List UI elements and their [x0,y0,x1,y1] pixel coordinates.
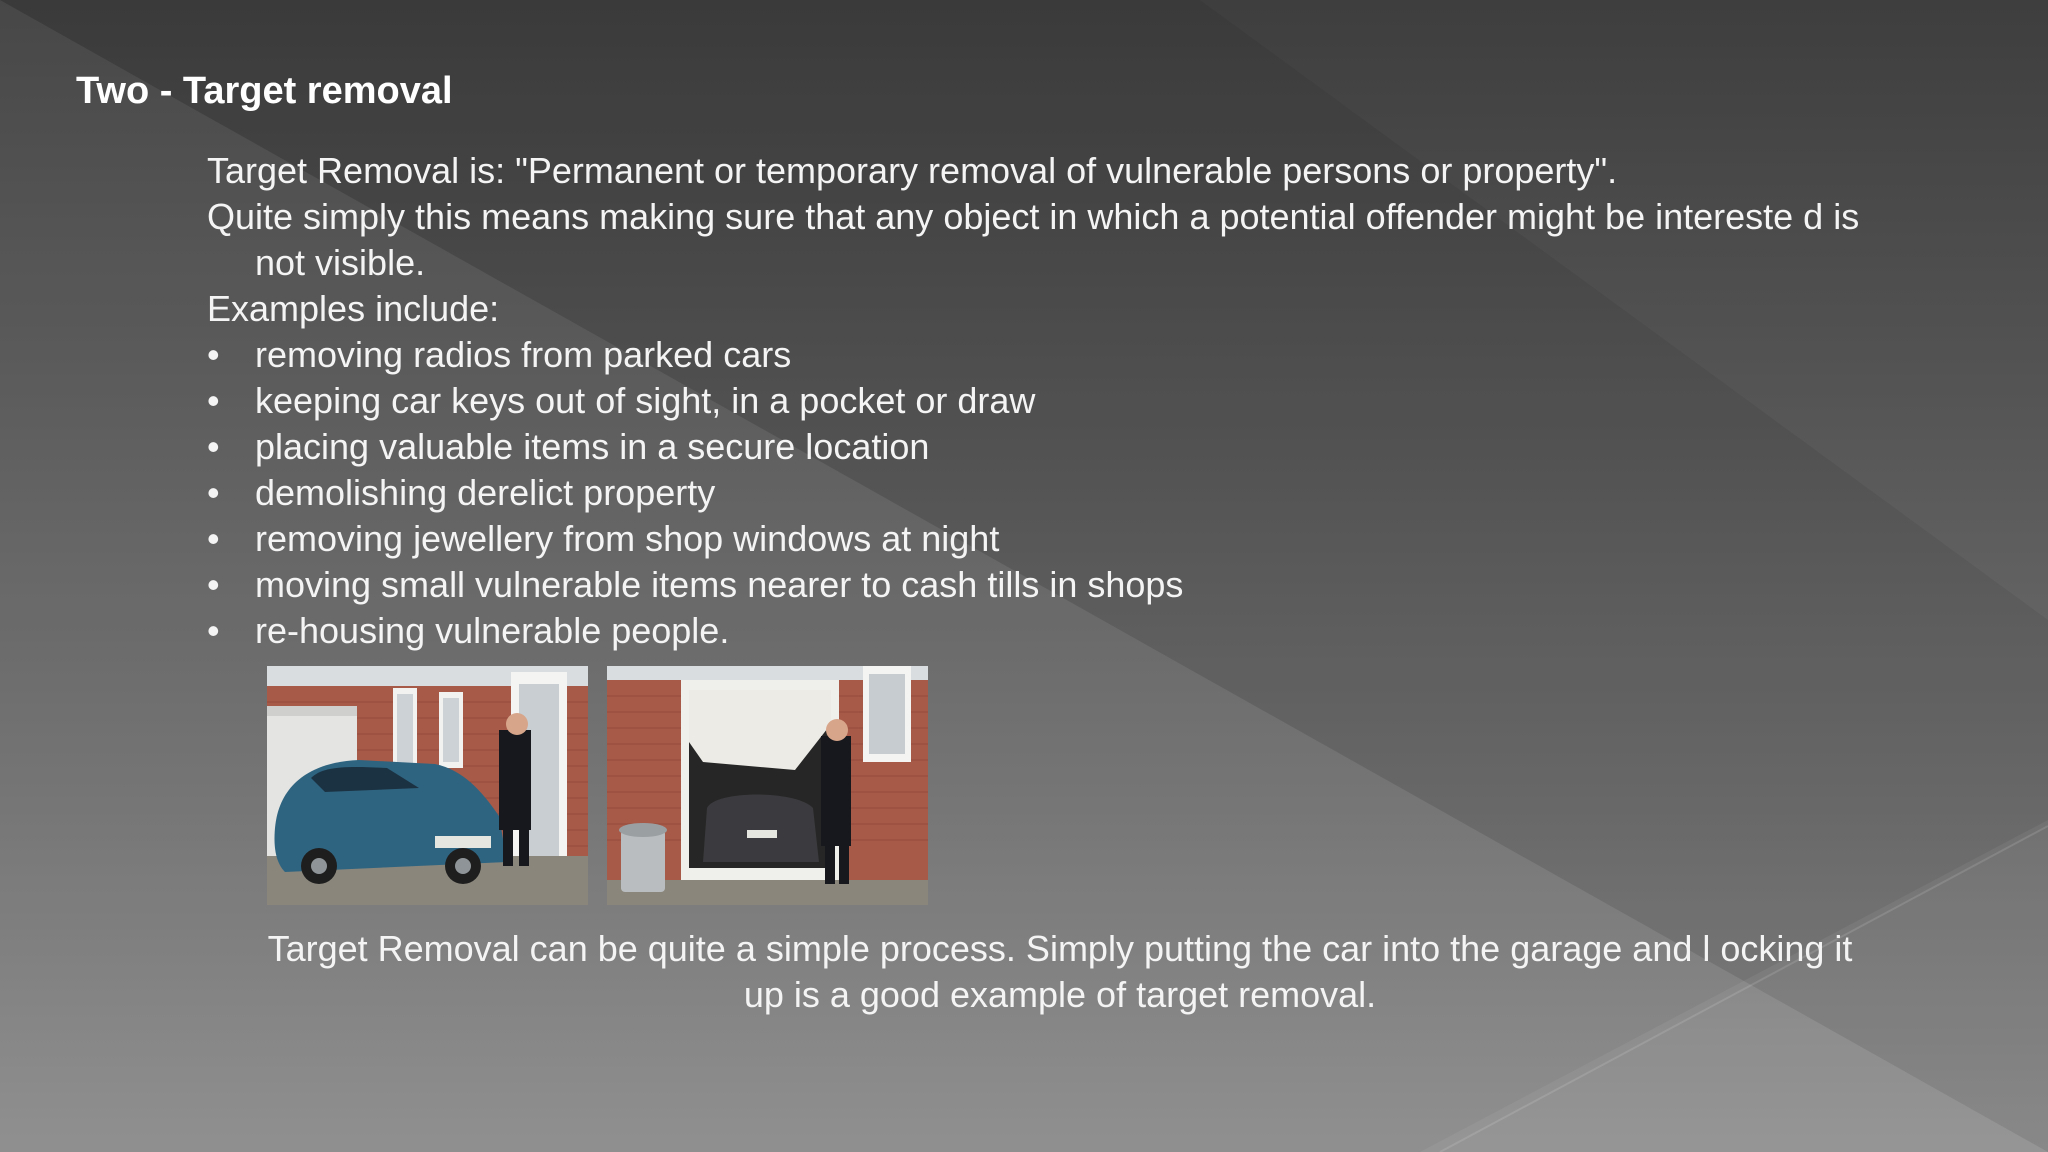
list-item [207,516,1907,562]
list-item [207,332,1907,378]
list-item [207,608,1907,654]
slide-title: Two - Target removal [76,70,453,112]
bullet-icon: • [207,564,220,605]
explanation-text: Quite simply this means making sure that any object in which a potential offender might be intereste d is not visible. [207,196,1860,283]
bullet-icon: • [207,472,220,513]
bullet-icon: • [207,380,220,421]
bullet-icon: • [207,426,220,467]
bullet-icon: • [207,334,220,375]
list-item-text: moving small vulnerable items nearer to cash tills in shops [255,564,1184,605]
list-item [207,562,1907,608]
list-item-text: re-housing vulnerable people. [255,610,730,651]
photo-caption: Target Removal can be quite a simple process. Simply putting the car into the garage and l ocking it up is a good example of target removal. [267,928,1853,1015]
photo-car-outside-garage [267,666,588,905]
bullet-icon: • [207,518,220,559]
slide-body [207,148,1907,654]
list-item-text: keeping car keys out of sight, in a pocket or draw [255,380,1036,421]
list-item-text: removing radios from parked cars [255,334,792,375]
list-item [207,378,1907,424]
definition-text: Target Removal is: "Permanent or temporary removal of vulnerable persons or property". [207,150,1618,191]
examples-heading: Examples include: [207,288,500,329]
bullet-icon: • [207,610,220,651]
photo-car-in-garage [607,666,928,905]
list-item-text: demolishing derelict property [255,472,716,513]
list-item [207,424,1907,470]
list-item [207,470,1907,516]
examples-list [207,332,1907,654]
list-item-text: placing valuable items in a secure location [255,426,930,467]
list-item-text: removing jewellery from shop windows at night [255,518,1000,559]
